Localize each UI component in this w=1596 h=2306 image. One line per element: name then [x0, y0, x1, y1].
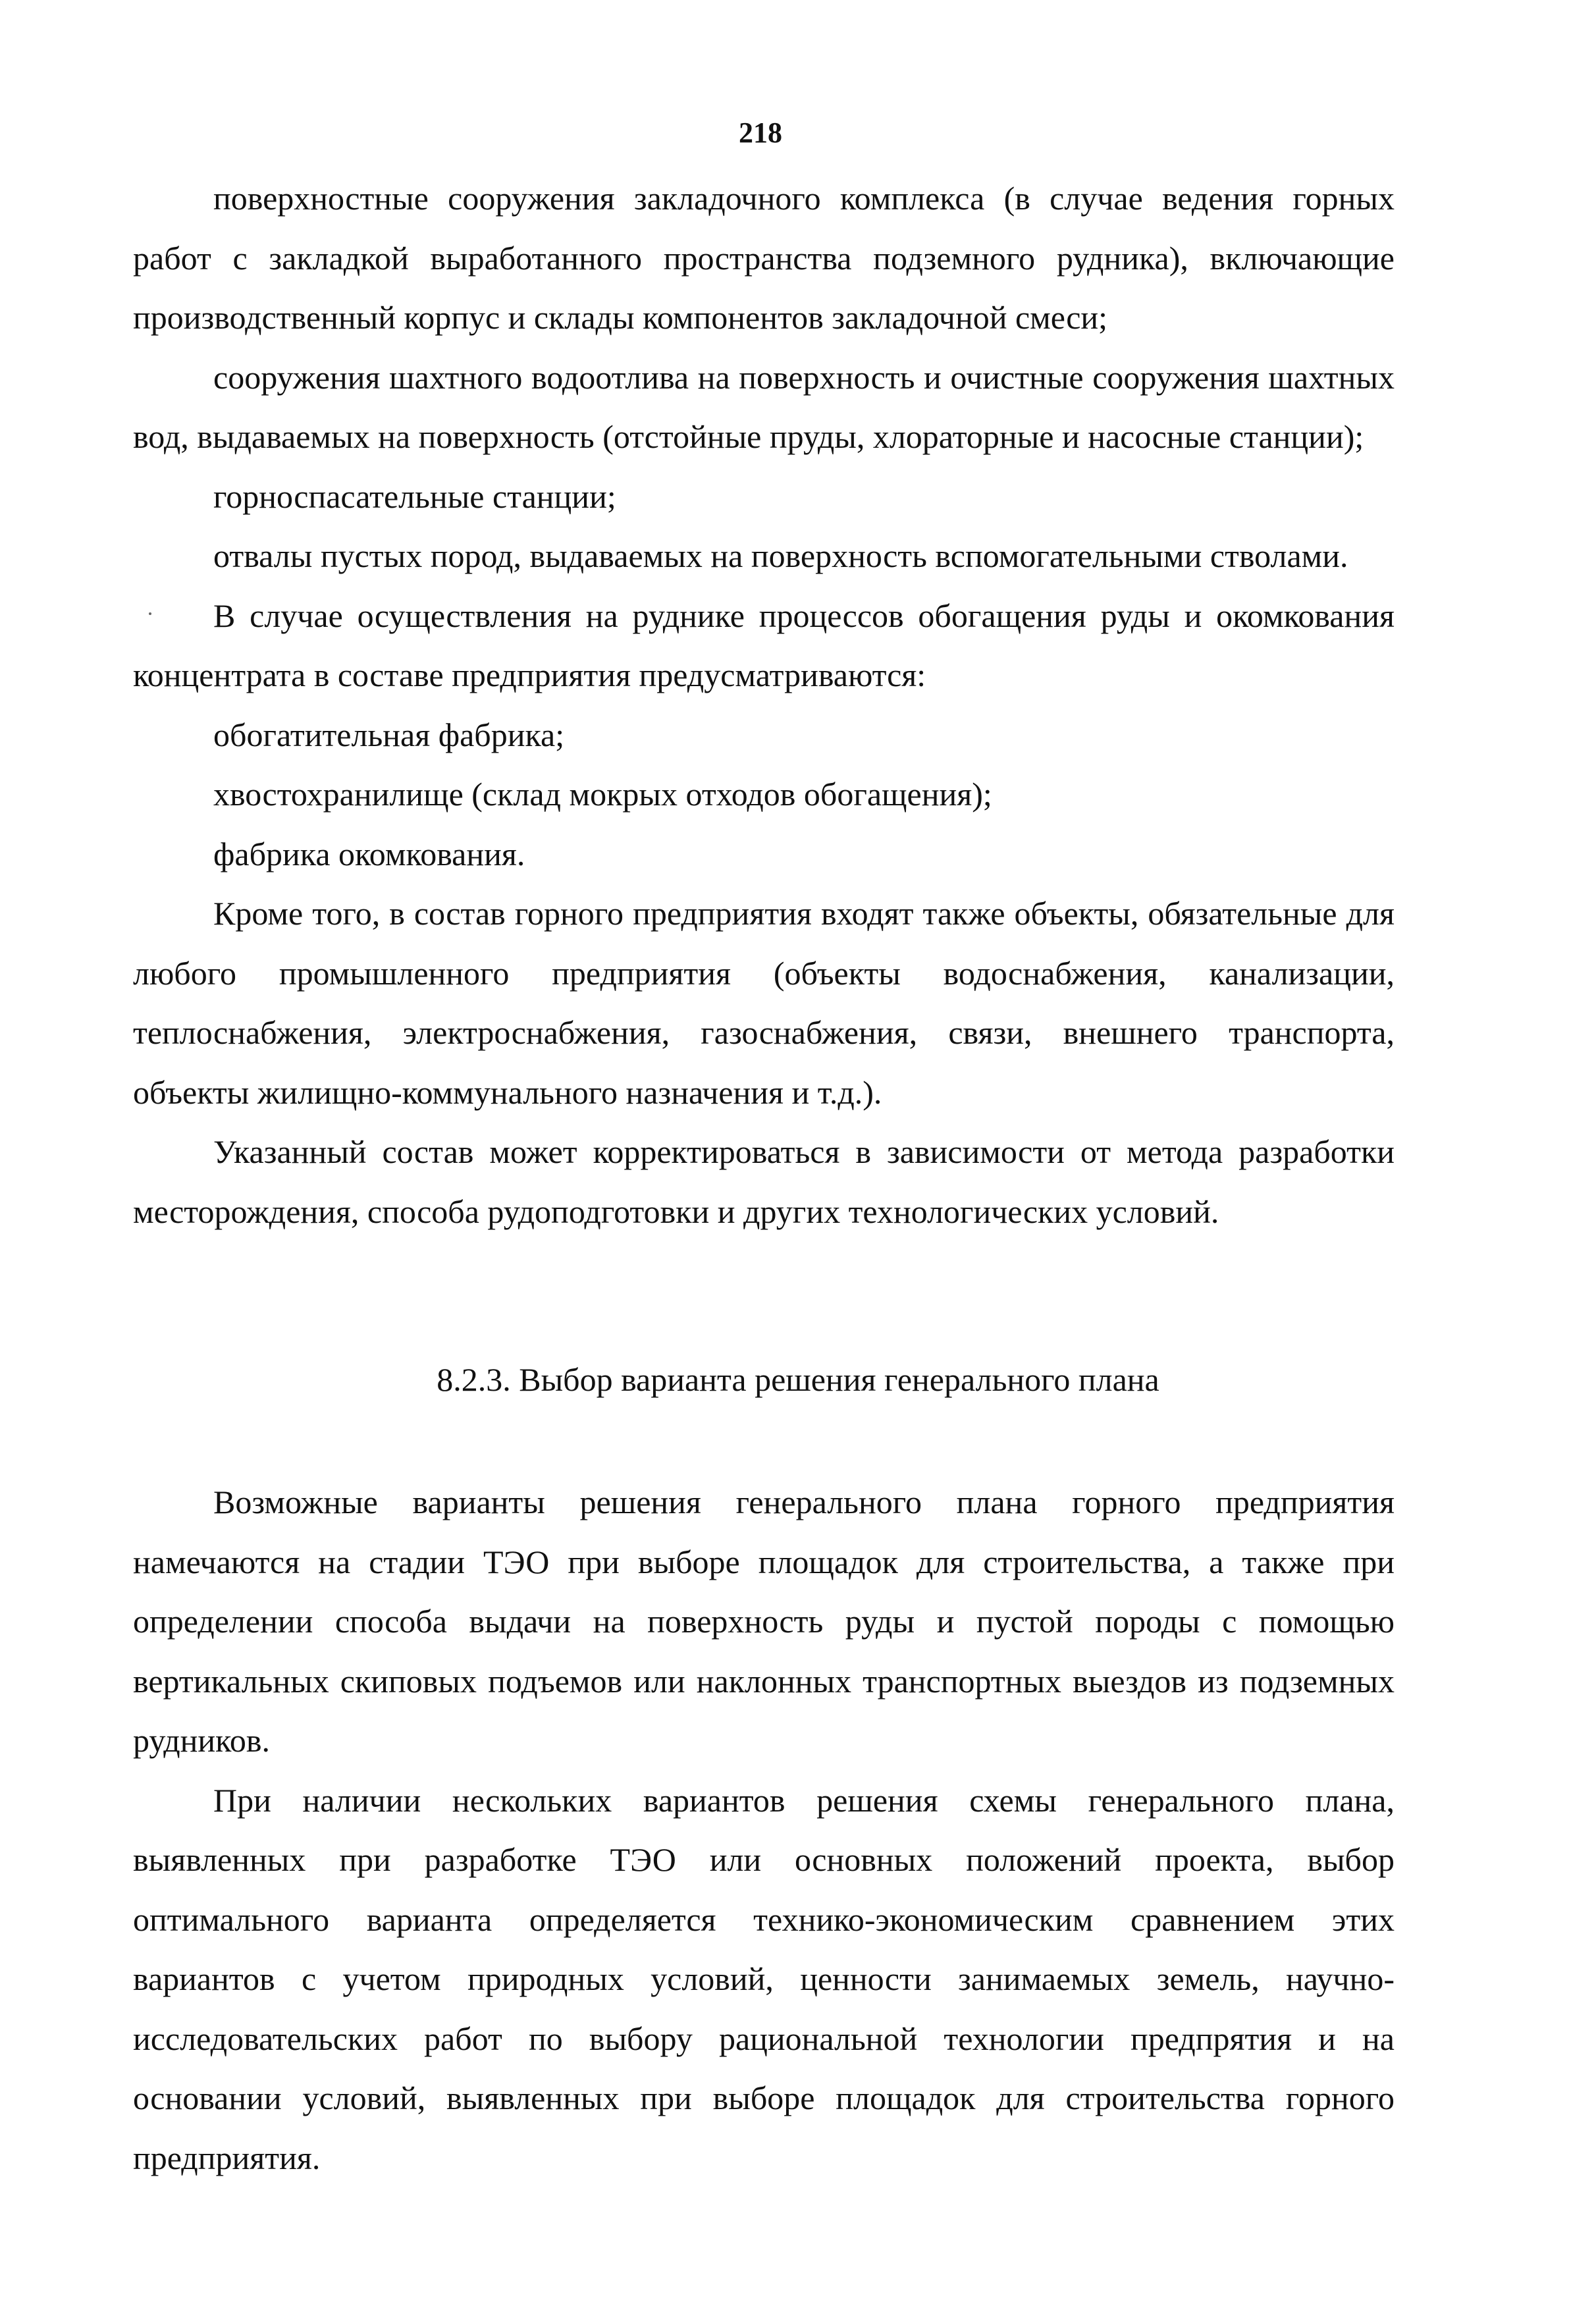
paragraph: горноспасательные станции;	[213, 477, 616, 515]
paragraph: сооружения шахтного водоотлива на поверхность и очистные сооружения шахтных вод, выдаваемых на поверхность (отстойные пруды, хлораторные и насосные станции);	[133, 358, 1395, 455]
paragraph: фабрика окомкования.	[213, 835, 525, 872]
paragraph: Указанный состав может корректироваться в зависимости от метода разработки месторождения, способа рудоподготовки и других технологических условий.	[133, 1133, 1395, 1230]
page-number: 218	[739, 117, 782, 149]
paragraph: обогатительная фабрика;	[213, 716, 565, 753]
paragraph: отвалы пустых пород, выдаваемых на поверхность вспомогательными стволами.	[213, 537, 1348, 574]
section-heading: 8.2.3. Выбор варианта решения генерального плана	[437, 1361, 1159, 1398]
paragraph: При наличии нескольких вариантов решения схемы генерального плана, выявленных при разработке ТЭО или основных положений проекта, выбор оптимального варианта определяется технико-экономическим сравнением этих вариантов с учетом природных условий, ценности занимаемых земель, научно-исследовательских работ по выбору рациональной технологии предпрятия и на основании условий, выявленных при выборе площадок для строительства горного предприятия.	[133, 1781, 1395, 2176]
body-text-section-1	[133, 169, 1395, 1241]
paragraph: Возможные варианты решения генерального плана горного предприятия намечаются на стадии ТЭО при выборе площадок для строительства, а также при определении способа выдачи на поверхность руды и пустой породы с помощью вертикальных скиповых подъемов или наклонных транспортных выездов из подземных рудников.	[133, 1484, 1395, 1759]
paragraph: поверхностные сооружения закладочного комплекса (в случае ведения горных работ с закладкой выработанного пространства подземного рудника), включающие производственный корпус и склады компонентов закладочной смеси;	[133, 180, 1395, 336]
body-text-section-2	[133, 1472, 1395, 2187]
paragraph: В случае осуществления на руднике процессов обогащения руды и окомкования концентрата в составе предприятия предусматриваются:	[133, 597, 1395, 693]
paragraph: Кроме того, в состав горного предприятия входят также объекты, обязательные для любого промышленного предприятия (объекты водоснабжения, канализации, теплоснабжения, электроснабжения, газоснабжения, связи, внешнего транспорта, объекты жилищно-коммунального назначения и т.д.).	[133, 895, 1395, 1111]
paragraph: хвостохранилище (склад мокрых отходов обогащения);	[213, 776, 992, 813]
